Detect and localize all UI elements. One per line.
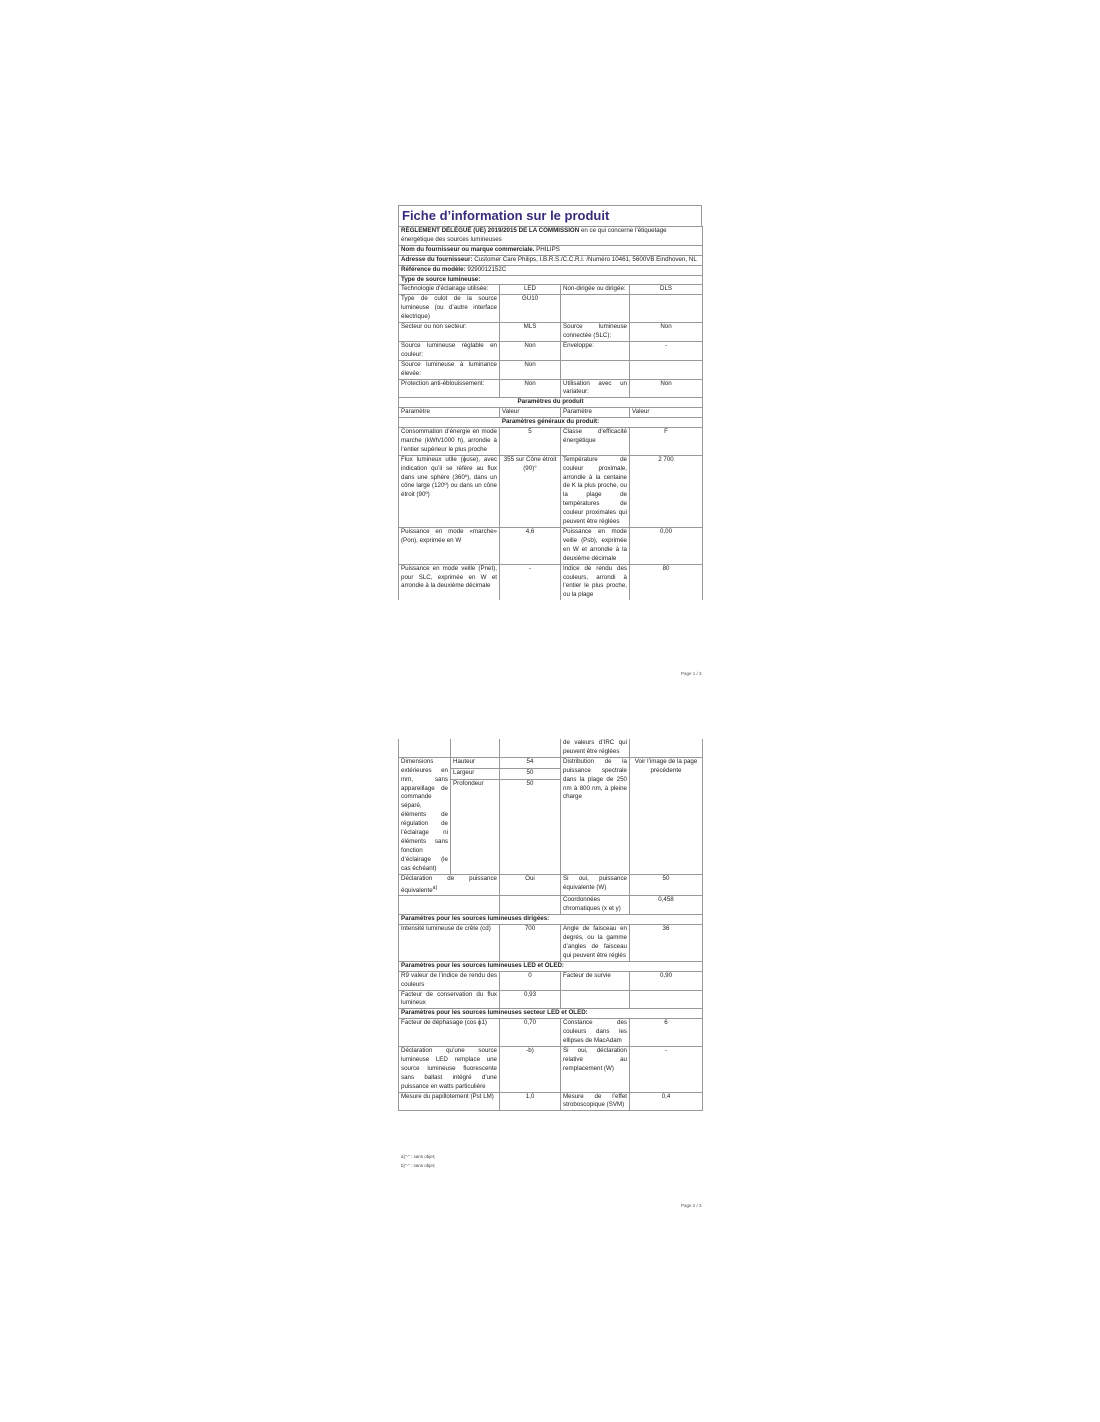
value-cell: 700: [500, 925, 561, 962]
value-cell: 0,93: [500, 990, 561, 1009]
page-1: [398, 205, 702, 600]
param-cell: Source lumineuse connectée (SLC):: [561, 323, 630, 342]
footnote-b: b)"-" : sans objet;: [401, 1163, 436, 1168]
directional-header: Paramètres pour les sources lumineuses dirigées:: [399, 915, 703, 925]
table-row: [399, 971, 703, 990]
led-header: Paramètres pour les sources lumineuses LED et OLED:: [399, 961, 703, 971]
value-cell: Non: [500, 360, 561, 379]
param-cell: Puissance en mode veille (Pnet), pour SLC, exprimée en W et arrondie à la deuxième décimale: [399, 564, 500, 600]
value-cell: 0,00: [630, 528, 703, 565]
spectral-label: Distribution de la puissance spectrale dans la plage de 250 nm à 800 nm, à pleine charge: [561, 757, 630, 874]
param-cell: Indice de rendu des couleurs, arrondi à l’entier le plus proche, ou la plage: [561, 564, 630, 600]
param-cell: Protection anti-éblouissement:: [399, 379, 500, 398]
value-cell: 0: [500, 971, 561, 990]
param-cell: R9 valeur de l’indice de rendu des couleurs: [399, 971, 500, 990]
product-info-table: [398, 226, 703, 600]
param-cell: Constance des couleurs dans les ellipses de MacAdam: [561, 1019, 630, 1047]
product-params-header: Paramètres du produit: [399, 398, 703, 408]
model-ref-value: 9290012152C: [465, 265, 507, 273]
value-cell: [630, 295, 703, 323]
supplier-address-label: Adresse du fournisseur:: [401, 255, 473, 263]
equivalent-label: Déclaration de puissance équivalente: [401, 874, 497, 894]
model-ref-label: Référence du modèle:: [401, 265, 466, 273]
table-row: [399, 360, 703, 379]
spectral-value: Voir l’image de la page précédente: [630, 757, 703, 874]
value-cell: -: [630, 341, 703, 360]
param-cell: Non-dirigée ou dirigée:: [561, 285, 630, 295]
value-cell: 2 700: [630, 455, 703, 527]
param-cell: [561, 990, 630, 1009]
value-cell: [630, 360, 703, 379]
dimension-name: Profondeur: [451, 780, 500, 791]
value-cell: 0,458: [630, 896, 703, 915]
value-cell: 5: [500, 428, 561, 456]
value-cell: -: [500, 564, 561, 600]
dimension-name: Largeur: [451, 768, 500, 779]
supplier-address-value: Customer Care Philips, I.B.R.S./C.C.R.I. /Numéro 10461, 5600VB Eindhoven, NL: [472, 255, 697, 263]
param-cell: Puissance en mode «marche» (Pon), exprimée en W: [399, 528, 500, 565]
value-cell: DLS: [630, 285, 703, 295]
param-cell: Angle de faisceau en degrés, ou la gamme d’angles de faisceau qui peuvent être réglés: [561, 925, 630, 962]
dimension-value: 50: [500, 768, 561, 779]
value-cell: LED: [500, 285, 561, 295]
table-row: [399, 925, 703, 962]
page-2: [398, 739, 702, 1111]
value-cell: GU10: [500, 295, 561, 323]
param-cell: Enveloppe:: [561, 341, 630, 360]
value-cell: 0,4: [630, 1092, 703, 1111]
product-info-table-continued: [398, 739, 703, 1111]
value-cell: 36: [630, 925, 703, 962]
value-cell: 0,90: [630, 971, 703, 990]
param-cell: Flux lumineux utile (ɸuse), avec indication qu’il se réfère au flux dans une sphère (360º), dans un cône large (120º) ou dans un cône étroit (90º): [399, 455, 500, 527]
column-header-param: Paramètre: [561, 408, 630, 418]
value-cell: Non: [630, 323, 703, 342]
value-cell: 80: [630, 564, 703, 600]
mains-header: Paramètres pour les sources lumineuses secteur LED et OLED:: [399, 1009, 703, 1019]
table-row: [399, 341, 703, 360]
param-cell: Coordonnées chromatiques (x et y): [561, 896, 630, 915]
param-cell: Utilisation avec un variateur:: [561, 379, 630, 398]
param-cell: Facteur de déphasage (cos ɸ1): [399, 1019, 500, 1047]
param-cell: Si oui, déclaration relative au remplacement (W): [561, 1046, 630, 1092]
page-number: Page 2 / 3: [681, 1203, 702, 1208]
value-cell: 6: [630, 1019, 703, 1047]
table-row: [399, 874, 703, 896]
footnote-a: a)"-" : sans objet;: [401, 1154, 436, 1159]
table-row: [399, 455, 703, 527]
param-cell: Température de couleur proximale, arrondie à la centaine de K la plus proche, ou la plage de températures de couleur proximales qui peuvent être réglées: [561, 455, 630, 527]
footnote-ref: a): [432, 884, 438, 891]
value-cell: Non: [500, 379, 561, 398]
param-cell: [561, 295, 630, 323]
table-row: [399, 896, 703, 915]
column-header-value: Valeur: [500, 408, 561, 418]
table-row: [399, 739, 703, 757]
value-cell: F: [630, 428, 703, 456]
dimension-value: 50: [500, 780, 561, 791]
value-cell: Non: [630, 379, 703, 398]
value-cell: -: [630, 1046, 703, 1092]
param-cell: Facteur de survie: [561, 971, 630, 990]
value-cell: 0,70: [500, 1019, 561, 1047]
table-row: [399, 990, 703, 1009]
table-row: [399, 323, 703, 342]
param-cell: Facteur de conservation du flux lumineux: [399, 990, 500, 1009]
param-cell: [561, 360, 630, 379]
param-cell: Intensité lumineuse de crête (cd): [399, 925, 500, 962]
page-title: Fiche d’information sur le produit: [398, 205, 702, 226]
column-header-row: [399, 408, 703, 418]
value-cell: 1,0: [500, 1092, 561, 1111]
regulation-bold: RÈGLEMENT DÉLÉGUÉ (UE) 2019/2015 DE LA COMMISSION: [401, 227, 580, 234]
general-params-header: Paramètres généraux du produit:: [399, 418, 703, 428]
param-cell: Mesure du papillotement (Pst LM): [399, 1092, 500, 1111]
value-cell: MLS: [500, 323, 561, 342]
param-cell: Source lumineuse à luminance élevée:: [399, 360, 500, 379]
param-cell: Secteur ou non secteur:: [399, 323, 500, 342]
value-cell: -b): [500, 1046, 561, 1092]
table-row: [399, 1046, 703, 1092]
table-row: [399, 379, 703, 398]
value-cell: 355 sur Cône étroit (90)°: [500, 455, 561, 527]
column-header-param: Paramètre: [399, 408, 500, 418]
regulation-rest: en ce qui concerne l’étiquetage énergétique des sources lumineuses: [401, 227, 667, 243]
table-row: [399, 757, 703, 768]
model-ref-cell: [399, 265, 703, 275]
dimension-value: 54: [500, 757, 561, 768]
dimension-name: Hauteur: [451, 757, 500, 768]
value-cell: Oui: [500, 874, 561, 896]
param-cell: Type de culot de la source lumineuse (ou d’autre interface électrique): [399, 295, 500, 323]
param-cell: Source lumineuse réglable en couleur:: [399, 341, 500, 360]
table-row: [399, 285, 703, 295]
regulation-cell: [399, 227, 703, 246]
param-cell: Technologie d’éclairage utilisée:: [399, 285, 500, 295]
value-cell: 4,6: [500, 528, 561, 565]
table-row: [399, 295, 703, 323]
param-cell: Puissance en mode veille (Psb), exprimée en W et arrondie à la deuxième décimale: [561, 528, 630, 565]
page-number: Page 1 / 3: [681, 671, 702, 676]
table-row: [399, 428, 703, 456]
value-cell: [630, 990, 703, 1009]
supplier-name-cell: [399, 245, 703, 255]
table-row: [399, 1019, 703, 1047]
table-row: [399, 528, 703, 565]
param-cell: de valeurs d’IRC qui peuvent être réglées: [561, 739, 630, 757]
column-header-value: Valeur: [630, 408, 703, 418]
table-row: [399, 1092, 703, 1111]
dimensions-label: Dimensions extérieures en mm, sans appareillage de commande séparé, éléments de régulation de l’éclairage ni éléments sans fonction d’éclairage (le cas échéant): [399, 757, 451, 874]
param-cell: Déclaration qu’une source lumineuse LED remplace une source lumineuse fluorescente sans ballast intégré d’une puissance en watts particulière: [399, 1046, 500, 1092]
param-cell: Consommation d’énergie en mode marche (kWh/1000 h), arrondie à l’entier supérieur le plus proche: [399, 428, 500, 456]
source-type-label: Type de source lumineuse:: [399, 275, 703, 285]
table-row: [399, 564, 703, 600]
supplier-name-label: Nom du fournisseur ou marque commerciale.: [401, 245, 535, 253]
supplier-name-value: PHILIPS: [534, 245, 560, 253]
param-cell: Mesure de l’effet stroboscopique (SVM): [561, 1092, 630, 1111]
supplier-address-cell: [399, 255, 703, 265]
equivalent-label-cell: [399, 874, 500, 896]
param-cell: Si oui, puissance équivalente (W): [561, 874, 630, 896]
param-cell: Classe d’efficacité énergétique: [561, 428, 630, 456]
value-cell: 50: [630, 874, 703, 896]
value-cell: Non: [500, 341, 561, 360]
